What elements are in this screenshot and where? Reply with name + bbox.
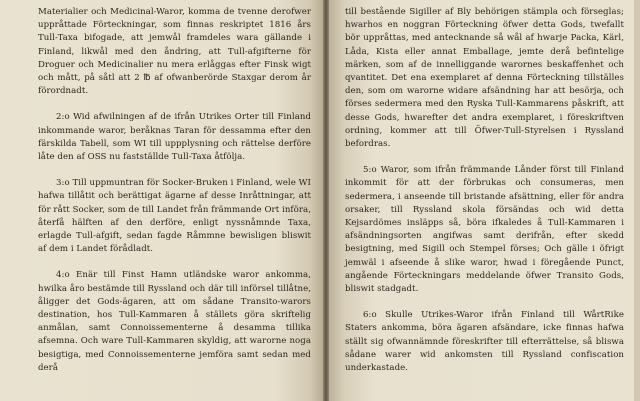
- page-edge: [634, 0, 640, 401]
- right-paragraph-2: 5:o Waror, som ifrån främmande Lånder först till Finland inkommit för att der förbrukas och consumeras, men sedermera, i anseende till bristande afsättning, eller för andra orsaker, till Ryssland skola försändas och wid detta Kejsardömes insläpps så, böra ifkaledes å Tull-Kammaren i afsändningsorten angifwas samt derifrån, efter skedd besigtning, med Sigill och Stempel förses; Och gälle i öfrigt jemwäl i afseende å slike waror, hwad i föregående Punct, angående Förteckningars meddelande öfwer Transito Gods, bliswit stadgadt.: [345, 165, 624, 295]
- right-paragraph-1: till bestående Sigiller af Bly behörigen stämpla och förseglas; hwarhos en noggran Förteckning öfwer detta Gods, twefallt bör uppråttas, med antecknande så wål af hwarje Packa, Kärl, Låda, Kista eller annat Emballage, jemte derå befintelige märken, som af de innelliggande warornes beskaffenhet och qvantitet. Det ena exemplaret af denna Förteckning tillställes den, som om warorne widare afsändning har att besörja, och förses sedermera med den Ryska Tull-Kammarens påskrift, att desse Gods, hwarefter det andra exemplaret, i föreskriftven ordning, kommer att till Öfwer-Tull-Styrelsen i Ryssland befordras.: [345, 7, 624, 150]
- right-paragraph-3: 6:o Skulle Utrikes-Waror ifrån Finland till WårtRike Staters ankomma, böra ägaren afsändare, icke finnas hafwa ställt sig ofwannämnde föreskrifter till efterrättelse, så bliswa sådane warer wid ankomsten till Ryssland confiscation underkastade.: [345, 310, 624, 374]
- right-page: [329, 0, 634, 401]
- left-paragraph-2: 2:o Wid afwilningen af de ifrån Utrikes Orter till Finland inkommande waror, beråknas Taran för dessamma efter den färskilda Tabell, som WI till uppplysning och rättelse derföre låte den af OSS nu fastställde Tull-Taxa åtfölja.: [38, 112, 311, 163]
- left-paragraph-3: 3:o Till uppmuntran för Socker-Bruken i Finland, wele WI hafwa tillåtit och berättigat ägarne af desse Inråttningar, att för rått Socker, som de till Landet från främmande Ort införa, återfå hälften af den derföre, enligt nyssnåmnde Taxa, erlagde Tull-afgift, sedan fagde Råmmne bewisligen bliswit af dem i Landet förådladt.: [38, 178, 311, 255]
- left-paragraph-4: 4:o Enär till Finst Hamn utländske waror ankomma, hwilka åro bestämde till Ryssland och där till införsel tillåtne, åligger det Gods-ägaren, att om sådane Transito-warors destination, hos Tull-Kammaren å ställets göra skriftelig anmålan, samt Connoissementerne å desamma tillika afsemna. Och ware Tull-Kammaren skyldig, att warorne noga besigtiga, med Connoissementerne jemföra samt sedan med derå: [38, 270, 311, 373]
- left-paragraph-1: Materialier och Medicinal-Waror, komma de tvenne derofwer uppråttade Förteckningar, som finnas reskriptet 1816 års Tull-Taxa bifogade, att jemwål framdeles wara gällande i Finland, likwål med den åndring, att Tull-afgifterne för Droguer och Medicinalier nu mera erlåggas efter Finsk wigt och mått, på såtl att 2 ℔ af ofwanberörde Staxgar derom år förordnadt.: [38, 7, 311, 97]
